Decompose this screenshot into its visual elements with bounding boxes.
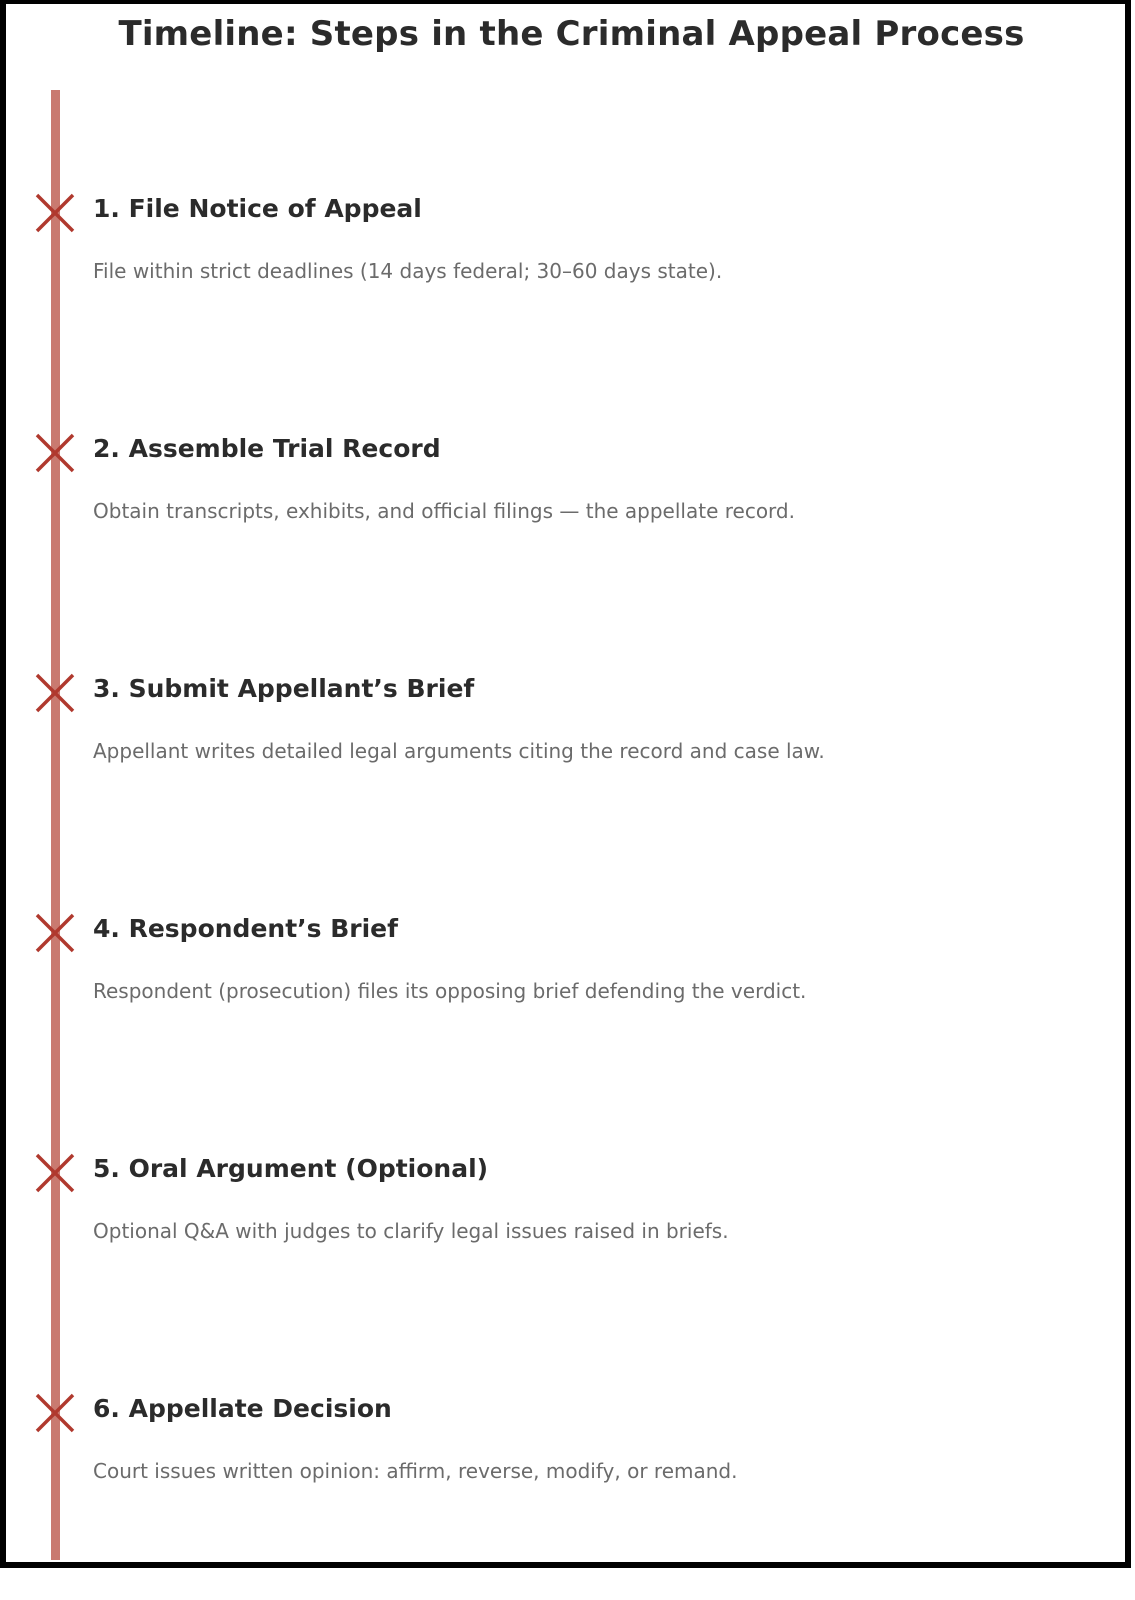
step-title: 5. Oral Argument (Optional): [93, 1154, 489, 1183]
step-title: 6. Appellate Decision: [93, 1394, 392, 1423]
step-description: Optional Q&A with judges to clarify legal issues raised in briefs.: [93, 1219, 729, 1243]
step-description: File within strict deadlines (14 days federal; 30–60 days state).: [93, 259, 723, 283]
step-title: 3. Submit Appellant’s Brief: [93, 674, 475, 703]
step-description: Respondent (prosecution) files its opposing brief defending the verdict.: [93, 979, 807, 1003]
step-title: 2. Assemble Trial Record: [93, 434, 441, 463]
page-title: Timeline: Steps in the Criminal Appeal Process: [118, 14, 1025, 54]
step-title: 1. File Notice of Appeal: [93, 194, 422, 223]
x-mark-icon: [35, 1153, 75, 1193]
step-description: Court issues written opinion: affirm, reverse, modify, or remand.: [93, 1459, 738, 1483]
timeline-line: [51, 90, 60, 1560]
x-mark-icon: [35, 193, 75, 233]
step-description: Obtain transcripts, exhibits, and official filings — the appellate record.: [93, 499, 795, 523]
x-mark-icon: [35, 673, 75, 713]
x-mark-icon: [35, 913, 75, 953]
step-description: Appellant writes detailed legal arguments citing the record and case law.: [93, 739, 825, 763]
x-mark-icon: [35, 1393, 75, 1433]
x-mark-icon: [35, 433, 75, 473]
step-title: 4. Respondent’s Brief: [93, 914, 399, 943]
